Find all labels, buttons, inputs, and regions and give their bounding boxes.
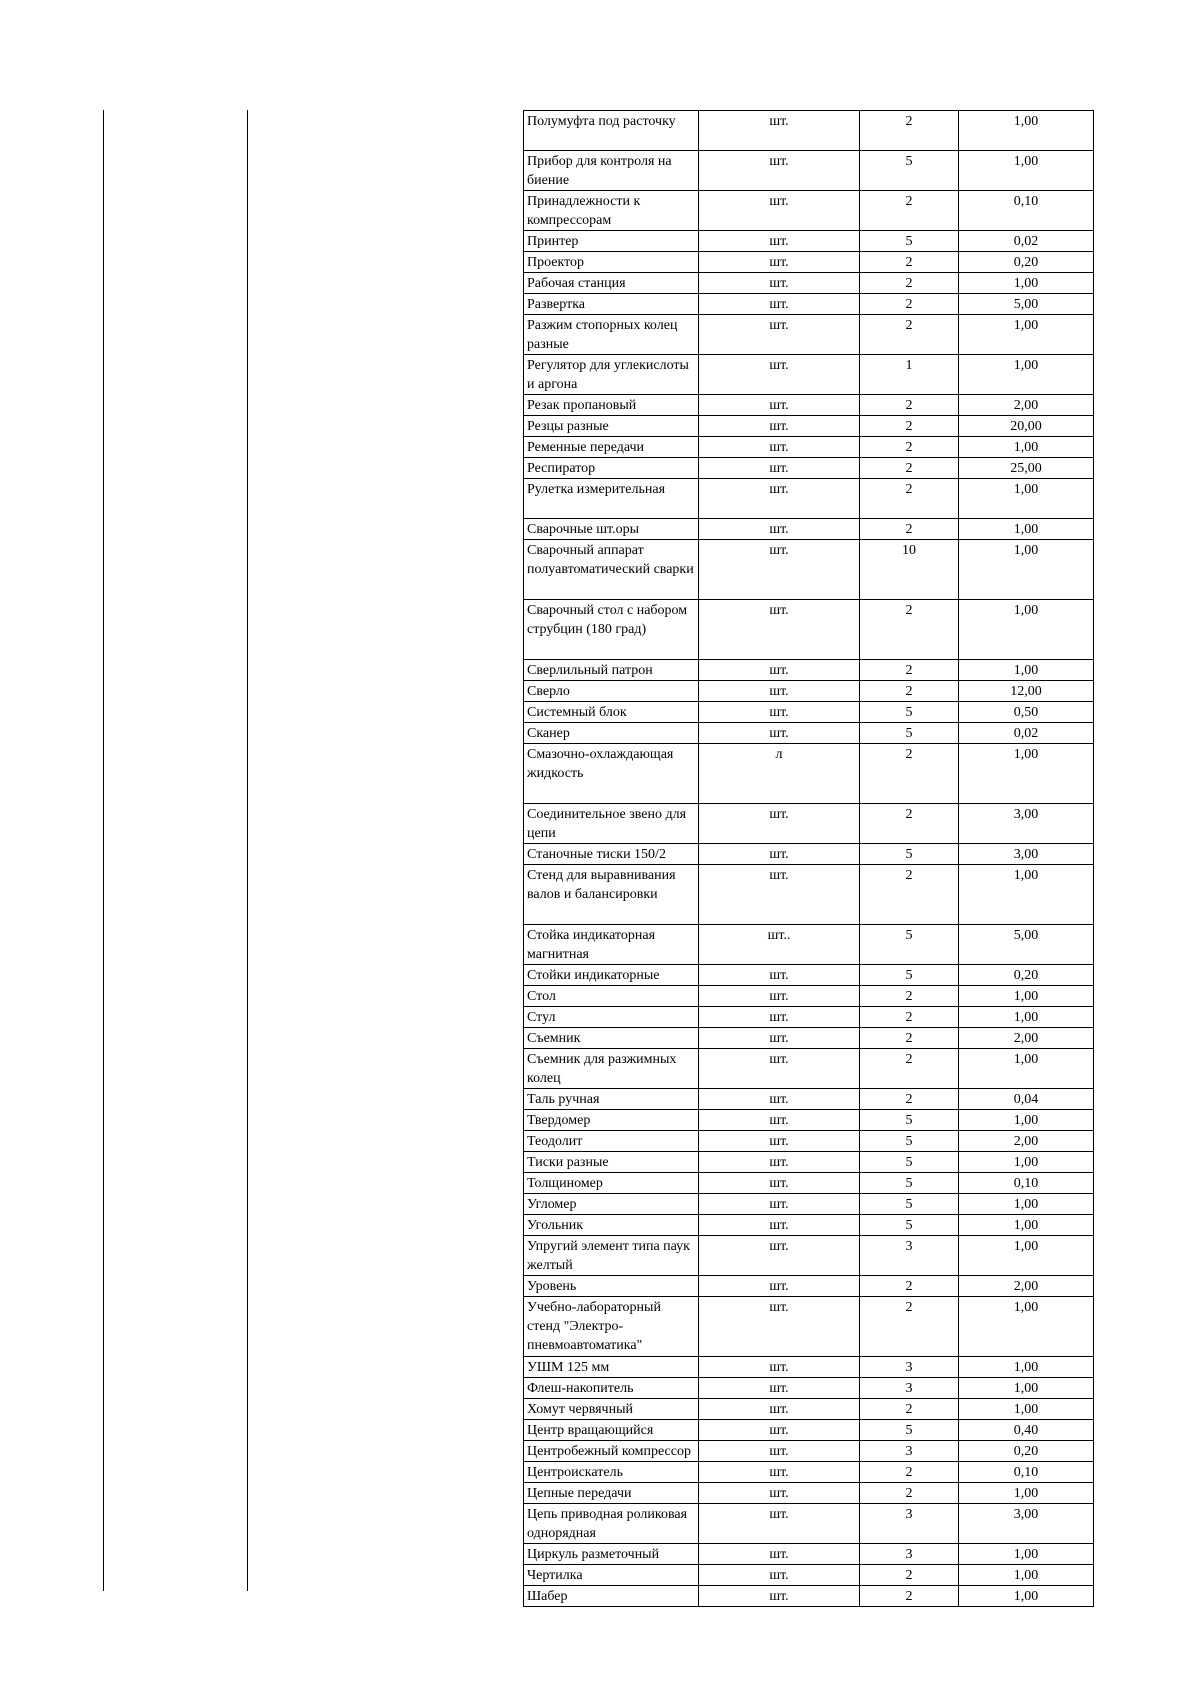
table-row <box>524 1565 1094 1586</box>
quantity-cell: 3 <box>860 1504 959 1544</box>
unit-cell: шт. <box>699 1504 860 1544</box>
value-cell: 1,00 <box>959 355 1094 395</box>
value-cell: 0,10 <box>959 1462 1094 1483</box>
item-name-cell: Съемник для разжимных колец <box>524 1049 699 1089</box>
unit-cell: шт. <box>699 111 860 151</box>
value-cell: 1,00 <box>959 1152 1094 1173</box>
item-name-cell: Теодолит <box>524 1131 699 1152</box>
quantity-cell: 5 <box>860 1194 959 1215</box>
quantity-cell: 2 <box>860 1462 959 1483</box>
table-row <box>524 986 1094 1007</box>
unit-cell: шт. <box>699 965 860 986</box>
table-row <box>524 231 1094 252</box>
item-name-cell: Сканер <box>524 723 699 744</box>
unit-cell: шт. <box>699 540 860 600</box>
item-name-cell: Шабер <box>524 1586 699 1607</box>
quantity-cell: 2 <box>860 660 959 681</box>
quantity-cell: 3 <box>860 1378 959 1399</box>
item-name-cell: Упругий элемент типа паук желтый <box>524 1236 699 1276</box>
item-name-cell: Рабочая станция <box>524 273 699 294</box>
value-cell: 1,00 <box>959 519 1094 540</box>
quantity-cell: 5 <box>860 1110 959 1131</box>
table-row <box>524 925 1094 965</box>
item-name-cell: Угольник <box>524 1215 699 1236</box>
unit-cell: л <box>699 744 860 804</box>
table-row <box>524 355 1094 395</box>
value-cell: 1,00 <box>959 744 1094 804</box>
quantity-cell: 2 <box>860 986 959 1007</box>
quantity-cell: 2 <box>860 681 959 702</box>
value-cell: 1,00 <box>959 151 1094 191</box>
unit-cell: шт. <box>699 416 860 437</box>
table-row <box>524 273 1094 294</box>
unit-cell: шт. <box>699 437 860 458</box>
item-name-cell: Таль ручная <box>524 1089 699 1110</box>
quantity-cell: 5 <box>860 151 959 191</box>
item-name-cell: Рулетка измерительная <box>524 479 699 519</box>
item-name-cell: Полумуфта под расточку <box>524 111 699 151</box>
quantity-cell: 3 <box>860 1357 959 1378</box>
quantity-cell: 2 <box>860 437 959 458</box>
unit-cell: шт. <box>699 844 860 865</box>
value-cell: 5,00 <box>959 294 1094 315</box>
value-cell: 1,00 <box>959 660 1094 681</box>
unit-cell: шт. <box>699 1110 860 1131</box>
table-row <box>524 744 1094 804</box>
value-cell: 12,00 <box>959 681 1094 702</box>
left-inner-border-line <box>247 110 248 1591</box>
item-name-cell: Центробежный компрессор <box>524 1441 699 1462</box>
table-row <box>524 1215 1094 1236</box>
item-name-cell: Циркуль разметочный <box>524 1544 699 1565</box>
table-row <box>524 1483 1094 1504</box>
quantity-cell: 5 <box>860 702 959 723</box>
equipment-table <box>523 110 1094 1607</box>
unit-cell: шт. <box>699 1173 860 1194</box>
value-cell: 0,20 <box>959 252 1094 273</box>
quantity-cell: 5 <box>860 1131 959 1152</box>
unit-cell: шт. <box>699 1049 860 1089</box>
value-cell: 25,00 <box>959 458 1094 479</box>
quantity-cell: 1 <box>860 355 959 395</box>
value-cell: 1,00 <box>959 1378 1094 1399</box>
quantity-cell: 2 <box>860 804 959 844</box>
unit-cell: шт. <box>699 1297 860 1357</box>
left-border-line <box>103 110 104 1591</box>
quantity-cell: 5 <box>860 1152 959 1173</box>
unit-cell: шт. <box>699 702 860 723</box>
quantity-cell: 5 <box>860 231 959 252</box>
table-row <box>524 1586 1094 1607</box>
table-row <box>524 1089 1094 1110</box>
table-row <box>524 294 1094 315</box>
item-name-cell: УШМ 125 мм <box>524 1357 699 1378</box>
table-row <box>524 252 1094 273</box>
item-name-cell: Принадлежности к компрессорам <box>524 191 699 231</box>
unit-cell: шт. <box>699 252 860 273</box>
item-name-cell: Стойки индикаторные <box>524 965 699 986</box>
item-name-cell: Стол <box>524 986 699 1007</box>
item-name-cell: Центроискатель <box>524 1462 699 1483</box>
quantity-cell: 2 <box>860 1049 959 1089</box>
value-cell: 1,00 <box>959 1110 1094 1131</box>
quantity-cell: 2 <box>860 191 959 231</box>
table-row <box>524 1357 1094 1378</box>
item-name-cell: Развертка <box>524 294 699 315</box>
quantity-cell: 2 <box>860 1483 959 1504</box>
unit-cell: шт. <box>699 1028 860 1049</box>
value-cell: 3,00 <box>959 804 1094 844</box>
item-name-cell: Регулятор для углекислоты и аргона <box>524 355 699 395</box>
value-cell: 1,00 <box>959 1194 1094 1215</box>
unit-cell: шт. <box>699 1441 860 1462</box>
item-name-cell: Соединительное звено для цепи <box>524 804 699 844</box>
value-cell: 1,00 <box>959 1049 1094 1089</box>
quantity-cell: 2 <box>860 1565 959 1586</box>
table-row <box>524 723 1094 744</box>
table-row <box>524 1049 1094 1089</box>
unit-cell: шт. <box>699 273 860 294</box>
value-cell: 1,00 <box>959 273 1094 294</box>
table-row <box>524 1276 1094 1297</box>
value-cell: 1,00 <box>959 865 1094 925</box>
value-cell: 2,00 <box>959 1131 1094 1152</box>
unit-cell: шт. <box>699 191 860 231</box>
unit-cell: шт. <box>699 355 860 395</box>
value-cell: 0,50 <box>959 702 1094 723</box>
value-cell: 1,00 <box>959 437 1094 458</box>
item-name-cell: Стул <box>524 1007 699 1028</box>
item-name-cell: Стенд для выравнивания валов и балансировки <box>524 865 699 925</box>
table-row <box>524 395 1094 416</box>
item-name-cell: Сварочный стол с набором струбцин (180 град) <box>524 600 699 660</box>
table-row <box>524 1173 1094 1194</box>
unit-cell: шт. <box>699 865 860 925</box>
value-cell: 1,00 <box>959 1236 1094 1276</box>
unit-cell: шт. <box>699 660 860 681</box>
unit-cell: шт. <box>699 1357 860 1378</box>
unit-cell: шт. <box>699 231 860 252</box>
item-name-cell: Сварочные шт.оры <box>524 519 699 540</box>
table-row <box>524 540 1094 600</box>
item-name-cell: Толщиномер <box>524 1173 699 1194</box>
table-row <box>524 111 1094 151</box>
value-cell: 1,00 <box>959 1215 1094 1236</box>
unit-cell: шт. <box>699 1420 860 1441</box>
value-cell: 1,00 <box>959 600 1094 660</box>
table-row <box>524 681 1094 702</box>
table-row <box>524 965 1094 986</box>
item-name-cell: Респиратор <box>524 458 699 479</box>
value-cell: 2,00 <box>959 395 1094 416</box>
table-row <box>524 1441 1094 1462</box>
unit-cell: шт. <box>699 1586 860 1607</box>
item-name-cell: Цепные передачи <box>524 1483 699 1504</box>
table-row <box>524 1399 1094 1420</box>
unit-cell: шт. <box>699 151 860 191</box>
value-cell: 1,00 <box>959 1544 1094 1565</box>
table-row <box>524 1131 1094 1152</box>
unit-cell: шт. <box>699 294 860 315</box>
value-cell: 1,00 <box>959 1357 1094 1378</box>
quantity-cell: 2 <box>860 479 959 519</box>
table-row <box>524 1420 1094 1441</box>
unit-cell: шт. <box>699 1236 860 1276</box>
value-cell: 20,00 <box>959 416 1094 437</box>
unit-cell: шт. <box>699 804 860 844</box>
item-name-cell: Цепь приводная роликовая однорядная <box>524 1504 699 1544</box>
table-row <box>524 437 1094 458</box>
value-cell: 0,20 <box>959 965 1094 986</box>
quantity-cell: 2 <box>860 416 959 437</box>
unit-cell: шт. <box>699 1483 860 1504</box>
value-cell: 5,00 <box>959 925 1094 965</box>
item-name-cell: Резак пропановый <box>524 395 699 416</box>
table-row <box>524 1504 1094 1544</box>
value-cell: 1,00 <box>959 1297 1094 1357</box>
unit-cell: шт. <box>699 1131 860 1152</box>
quantity-cell: 10 <box>860 540 959 600</box>
unit-cell: шт. <box>699 458 860 479</box>
quantity-cell: 2 <box>860 1028 959 1049</box>
value-cell: 1,00 <box>959 111 1094 151</box>
value-cell: 1,00 <box>959 1399 1094 1420</box>
table-row <box>524 315 1094 355</box>
quantity-cell: 2 <box>860 1007 959 1028</box>
unit-cell: шт. <box>699 395 860 416</box>
quantity-cell: 2 <box>860 1297 959 1357</box>
value-cell: 3,00 <box>959 1504 1094 1544</box>
item-name-cell: Твердомер <box>524 1110 699 1131</box>
table-row <box>524 1378 1094 1399</box>
unit-cell: шт. <box>699 600 860 660</box>
unit-cell: шт.. <box>699 925 860 965</box>
quantity-cell: 5 <box>860 1420 959 1441</box>
item-name-cell: Разжим стопорных колец разные <box>524 315 699 355</box>
item-name-cell: Сверлильный патрон <box>524 660 699 681</box>
unit-cell: шт. <box>699 1378 860 1399</box>
item-name-cell: Съемник <box>524 1028 699 1049</box>
unit-cell: шт. <box>699 1544 860 1565</box>
item-name-cell: Проектор <box>524 252 699 273</box>
quantity-cell: 3 <box>860 1441 959 1462</box>
value-cell: 1,00 <box>959 1586 1094 1607</box>
table-row <box>524 1236 1094 1276</box>
quantity-cell: 2 <box>860 1399 959 1420</box>
unit-cell: шт. <box>699 1399 860 1420</box>
table-row <box>524 416 1094 437</box>
table-row <box>524 1007 1094 1028</box>
value-cell: 1,00 <box>959 1007 1094 1028</box>
unit-cell: шт. <box>699 723 860 744</box>
unit-cell: шт. <box>699 1462 860 1483</box>
value-cell: 2,00 <box>959 1028 1094 1049</box>
table-row <box>524 1462 1094 1483</box>
unit-cell: шт. <box>699 1194 860 1215</box>
quantity-cell: 5 <box>860 965 959 986</box>
item-name-cell: Прибор для контроля на биение <box>524 151 699 191</box>
item-name-cell: Смазочно-охлаждающая жидкость <box>524 744 699 804</box>
item-name-cell: Резцы разные <box>524 416 699 437</box>
item-name-cell: Системный блок <box>524 702 699 723</box>
item-name-cell: Ременные передачи <box>524 437 699 458</box>
item-name-cell: Станочные тиски 150/2 <box>524 844 699 865</box>
quantity-cell: 2 <box>860 273 959 294</box>
value-cell: 1,00 <box>959 986 1094 1007</box>
quantity-cell: 3 <box>860 1544 959 1565</box>
table-row <box>524 660 1094 681</box>
item-name-cell: Сварочный аппарат полуавтоматический сварки <box>524 540 699 600</box>
table-row <box>524 1544 1094 1565</box>
quantity-cell: 2 <box>860 458 959 479</box>
unit-cell: шт. <box>699 1152 860 1173</box>
item-name-cell: Угломер <box>524 1194 699 1215</box>
quantity-cell: 5 <box>860 1215 959 1236</box>
unit-cell: шт. <box>699 1276 860 1297</box>
value-cell: 0,02 <box>959 723 1094 744</box>
quantity-cell: 2 <box>860 1276 959 1297</box>
value-cell: 1,00 <box>959 479 1094 519</box>
item-name-cell: Принтер <box>524 231 699 252</box>
table-row <box>524 702 1094 723</box>
table-row <box>524 1297 1094 1357</box>
quantity-cell: 5 <box>860 925 959 965</box>
item-name-cell: Центр вращающийся <box>524 1420 699 1441</box>
item-name-cell: Чертилка <box>524 1565 699 1586</box>
unit-cell: шт. <box>699 315 860 355</box>
unit-cell: шт. <box>699 1007 860 1028</box>
quantity-cell: 2 <box>860 111 959 151</box>
unit-cell: шт. <box>699 519 860 540</box>
table-row <box>524 151 1094 191</box>
unit-cell: шт. <box>699 1089 860 1110</box>
quantity-cell: 3 <box>860 1236 959 1276</box>
quantity-cell: 2 <box>860 744 959 804</box>
value-cell: 0,04 <box>959 1089 1094 1110</box>
table-row <box>524 1028 1094 1049</box>
table-row <box>524 458 1094 479</box>
item-name-cell: Хомут червячный <box>524 1399 699 1420</box>
quantity-cell: 2 <box>860 252 959 273</box>
unit-cell: шт. <box>699 1565 860 1586</box>
table-row <box>524 479 1094 519</box>
quantity-cell: 2 <box>860 865 959 925</box>
value-cell: 1,00 <box>959 1565 1094 1586</box>
table-row <box>524 1110 1094 1131</box>
value-cell: 0,40 <box>959 1420 1094 1441</box>
table-row <box>524 1194 1094 1215</box>
table-row <box>524 1152 1094 1173</box>
table-row <box>524 804 1094 844</box>
item-name-cell: Стойка индикаторная магнитная <box>524 925 699 965</box>
value-cell: 1,00 <box>959 1483 1094 1504</box>
item-name-cell: Учебно-лабораторный стенд "Электро-пневмоавтоматика" <box>524 1297 699 1357</box>
unit-cell: шт. <box>699 986 860 1007</box>
value-cell: 0,10 <box>959 1173 1094 1194</box>
item-name-cell: Уровень <box>524 1276 699 1297</box>
value-cell: 2,00 <box>959 1276 1094 1297</box>
quantity-cell: 5 <box>860 1173 959 1194</box>
unit-cell: шт. <box>699 1215 860 1236</box>
quantity-cell: 2 <box>860 519 959 540</box>
value-cell: 1,00 <box>959 540 1094 600</box>
unit-cell: шт. <box>699 479 860 519</box>
value-cell: 0,10 <box>959 191 1094 231</box>
equipment-table-body <box>524 111 1094 1607</box>
quantity-cell: 2 <box>860 600 959 660</box>
value-cell: 3,00 <box>959 844 1094 865</box>
item-name-cell: Сверло <box>524 681 699 702</box>
quantity-cell: 2 <box>860 1586 959 1607</box>
quantity-cell: 2 <box>860 315 959 355</box>
quantity-cell: 2 <box>860 294 959 315</box>
quantity-cell: 5 <box>860 844 959 865</box>
item-name-cell: Флеш-накопитель <box>524 1378 699 1399</box>
table-row <box>524 191 1094 231</box>
value-cell: 0,20 <box>959 1441 1094 1462</box>
value-cell: 0,02 <box>959 231 1094 252</box>
table-row <box>524 519 1094 540</box>
table-row <box>524 844 1094 865</box>
unit-cell: шт. <box>699 681 860 702</box>
table-row <box>524 600 1094 660</box>
table-row <box>524 865 1094 925</box>
quantity-cell: 2 <box>860 1089 959 1110</box>
value-cell: 1,00 <box>959 315 1094 355</box>
quantity-cell: 5 <box>860 723 959 744</box>
quantity-cell: 2 <box>860 395 959 416</box>
item-name-cell: Тиски разные <box>524 1152 699 1173</box>
